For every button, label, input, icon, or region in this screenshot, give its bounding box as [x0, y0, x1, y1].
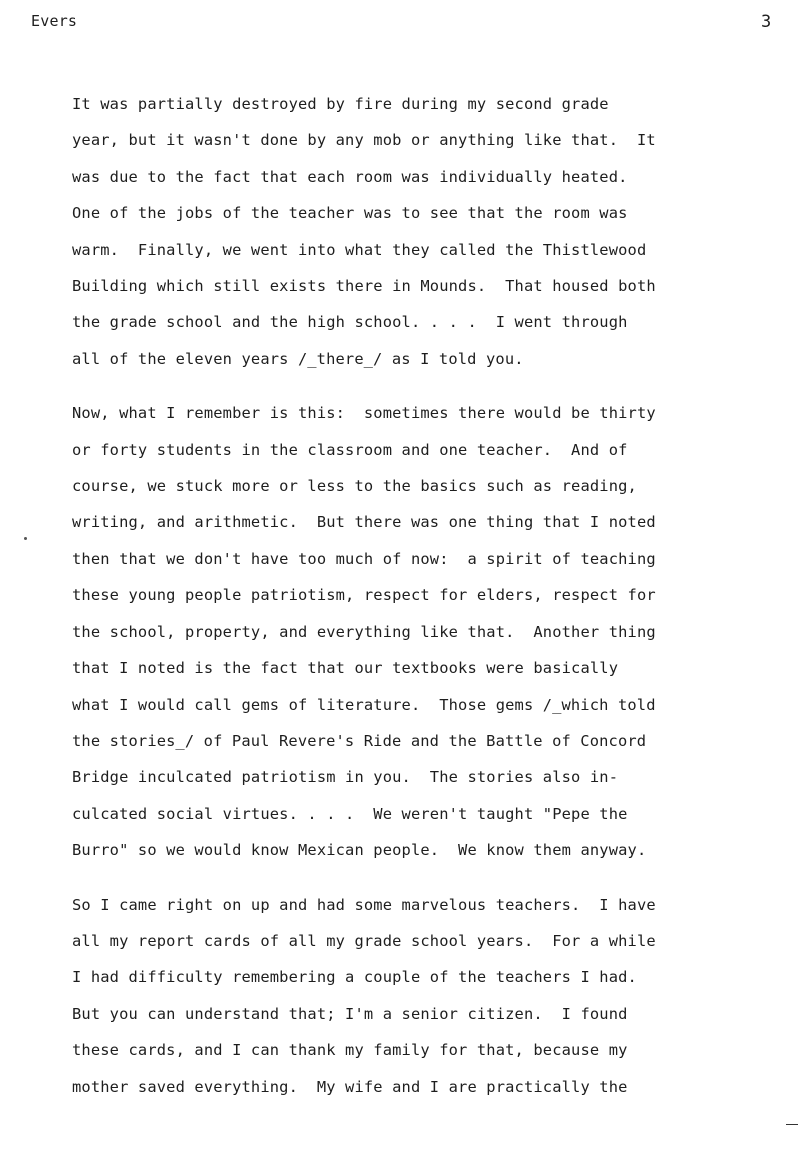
text-line: Burro" so we would know Mexican people. We know them anyway. — [72, 841, 647, 860]
header-surname: Evers — [31, 12, 78, 30]
text-line: or forty students in the classroom and one teacher. And of — [72, 440, 628, 459]
paragraph-3 — [72, 887, 772, 1105]
text-line: It was partially destroyed by fire during my second grade — [72, 95, 609, 113]
text-line: So I came right on up and had some marvelous teachers. I have — [72, 895, 656, 914]
text-line: these young people patriotism, respect for elders, respect for — [72, 586, 656, 605]
text-line: Now, what I remember is this: sometimes there would be thirty — [72, 404, 656, 423]
text-line: I had difficulty remembering a couple of the teachers I had. — [72, 968, 637, 987]
text-line: these cards, and I can thank my family for that, because my — [72, 1041, 628, 1060]
edge-tick-mark — [786, 1124, 798, 1125]
text-line: culcated social virtues. . . . We weren't taught "Pepe the — [72, 804, 628, 823]
text-line: mother saved everything. My wife and I are practically the — [72, 1077, 628, 1096]
text-line: One of the jobs of the teacher was to see that the room was — [72, 204, 628, 223]
text-line: the school, property, and everything like that. Another thing — [72, 622, 656, 641]
text-line: course, we stuck more or less to the basics such as reading, — [72, 477, 637, 496]
text-line: the stories̲/ of Paul Revere's Ride and the Battle of Concord — [72, 731, 647, 750]
text-line: then that we don't have too much of now: a spirit of teaching — [72, 549, 656, 568]
paragraph-2 — [72, 395, 772, 868]
text-line: that I noted is the fact that our textbooks were basically — [72, 659, 619, 678]
paragraph-1 — [72, 86, 772, 377]
text-line: Building which still exists there in Mounds. That housed both — [72, 277, 656, 296]
text-line: was due to the fact that each room was individually heated. — [72, 167, 628, 186]
text-line: all of the eleven years /̲there̲/ as I told you. — [72, 349, 524, 368]
text-line: warm. Finally, we went into what they called the Thistlewood — [72, 240, 647, 259]
text-line: Bridge inculcated patriotism in you. The stories also in- — [72, 768, 619, 787]
page-number: 3 — [761, 12, 772, 32]
text-line: year, but it wasn't done by any mob or anything like that. It — [72, 131, 656, 150]
text-line: writing, and arithmetic. But there was one thing that I noted — [72, 513, 656, 532]
text-line: the grade school and the high school. . . . I went through — [72, 313, 628, 332]
text-line: all my report cards of all my grade school years. For a while — [72, 931, 656, 950]
stray-ink-dot — [24, 537, 27, 540]
text-line: what I would call gems of literature. Those gems /̲which told — [72, 695, 656, 714]
text-line: But you can understand that; I'm a senior citizen. I found — [72, 1004, 628, 1023]
transcript-body — [72, 86, 772, 1105]
